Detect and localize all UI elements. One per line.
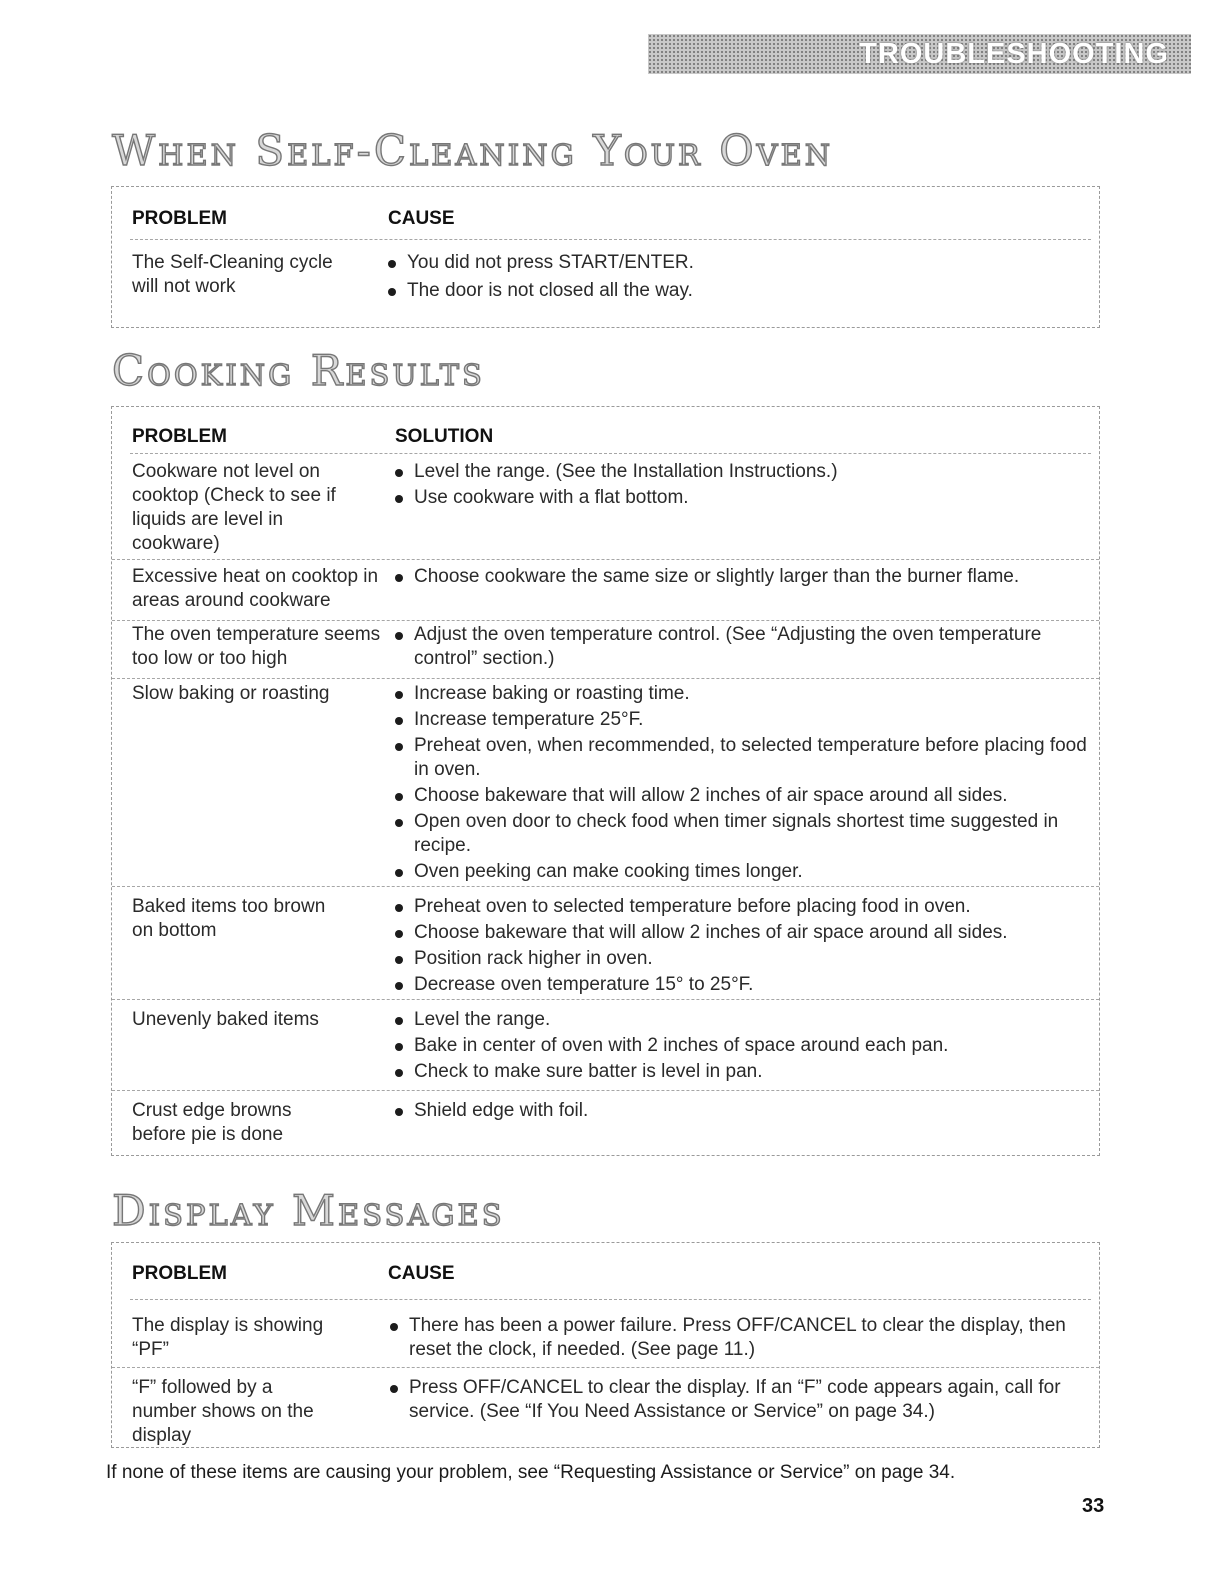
solution-item: Position rack higher in oven.	[395, 947, 1091, 971]
table-row	[112, 886, 1099, 995]
cooking-results-title: Cooking Results	[112, 346, 485, 395]
section-header-bar	[648, 34, 1191, 74]
solution-item: Adjust the oven temperature control. (See “Adjusting the oven temperature control” section.)	[395, 623, 1091, 671]
header-divider	[130, 453, 1091, 454]
solution-item: Level the range. (See the Installation Instructions.)	[395, 460, 1091, 484]
table-row	[112, 999, 1099, 1082]
solution-list	[395, 1008, 1091, 1086]
table-row	[112, 620, 1099, 669]
display-messages-table	[111, 1242, 1100, 1448]
table-row	[112, 678, 1099, 882]
solution-item: Oven peeking can make cooking times longer.	[395, 860, 1091, 884]
cooking-solution-header: SOLUTION	[395, 426, 494, 447]
self-cleaning-cause-header: CAUSE	[388, 208, 455, 229]
header-divider	[130, 1299, 1091, 1300]
problem-text: Slow baking or roasting	[132, 683, 330, 704]
solution-item: Preheat oven, when recommended, to selected temperature before placing food in oven.	[395, 734, 1091, 782]
section-header-label: TROUBLESHOOTING	[859, 38, 1169, 70]
solution-list	[395, 460, 1091, 512]
problem-text: Unevenly baked items	[132, 1009, 319, 1030]
solution-item: Decrease oven temperature 15° to 25°F.	[395, 973, 1091, 997]
solution-list	[395, 1099, 1091, 1125]
solution-list	[395, 895, 1091, 999]
table-row	[112, 1090, 1099, 1145]
cooking-results-table	[111, 406, 1100, 1156]
problem-text: Excessive heat on cooktop in areas around cookware	[132, 566, 379, 611]
footer-note: If none of these items are causing your problem, see “Requesting Assistance or Service” on page 34.	[106, 1462, 956, 1483]
cause-item: The door is not closed all the way.	[388, 279, 1091, 303]
problem-text: The oven temperature seems too low or too high	[132, 624, 381, 669]
cause-item: Press OFF/CANCEL to clear the display. If an “F” code appears again, call for service. (See “If You Need Assistance or Service” on page 34.)	[390, 1376, 1091, 1424]
cause-item: There has been a power failure. Press OFF/CANCEL to clear the display, then reset the clock, if needed. (See page 11.)	[390, 1314, 1091, 1362]
problem-text: The Self-Cleaning cycle will not work	[132, 252, 333, 297]
display-cause-header: CAUSE	[388, 1263, 455, 1284]
solution-item: Preheat oven to selected temperature before placing food in oven.	[395, 895, 1091, 919]
page-number: 33	[1082, 1495, 1105, 1517]
solution-item: Choose cookware the same size or slightly larger than the burner flame.	[395, 565, 1091, 589]
table-row	[112, 559, 1099, 611]
display-problem-header: PROBLEM	[132, 1263, 227, 1284]
solution-item: Shield edge with foil.	[395, 1099, 1091, 1123]
table-row	[112, 1367, 1099, 1446]
solution-item: Use cookware with a flat bottom.	[395, 486, 1091, 510]
self-cleaning-problem-header: PROBLEM	[132, 208, 227, 229]
solution-item: Open oven door to check food when timer signals shortest time suggested in recipe.	[395, 810, 1091, 858]
problem-text: Baked items too brown on bottom	[132, 896, 326, 941]
solution-item: Level the range.	[395, 1008, 1091, 1032]
cause-list	[390, 1376, 1091, 1426]
solution-item: Choose bakeware that will allow 2 inches of air space around all sides.	[395, 921, 1091, 945]
problem-text: Crust edge browns before pie is done	[132, 1100, 292, 1145]
problem-text: Cookware not level on cooktop (Check to see if liquids are level in cookware)	[132, 461, 336, 554]
solution-item: Bake in center of oven with 2 inches of space around each pan.	[395, 1034, 1091, 1058]
header-divider	[130, 239, 1091, 240]
solution-item: Increase baking or roasting time.	[395, 682, 1091, 706]
problem-text: “F” followed by a number shows on the display	[132, 1377, 314, 1446]
cooking-problem-header: PROBLEM	[132, 426, 227, 447]
solution-list	[395, 623, 1091, 673]
cause-item: You did not press START/ENTER.	[388, 251, 1091, 275]
solution-list	[395, 565, 1091, 591]
solution-item: Choose bakeware that will allow 2 inches of air space around all sides.	[395, 784, 1091, 808]
solution-item: Increase temperature 25°F.	[395, 708, 1091, 732]
solution-list	[395, 682, 1091, 886]
self-cleaning-title: When Self-Cleaning Your Oven	[112, 126, 834, 175]
solution-item: Check to make sure batter is level in pan.	[395, 1060, 1091, 1084]
problem-text: The display is showing “PF”	[132, 1315, 324, 1360]
display-messages-title: Display Messages	[112, 1186, 505, 1235]
cause-list	[388, 251, 1091, 305]
cause-list	[390, 1314, 1091, 1364]
self-cleaning-table	[111, 186, 1100, 328]
